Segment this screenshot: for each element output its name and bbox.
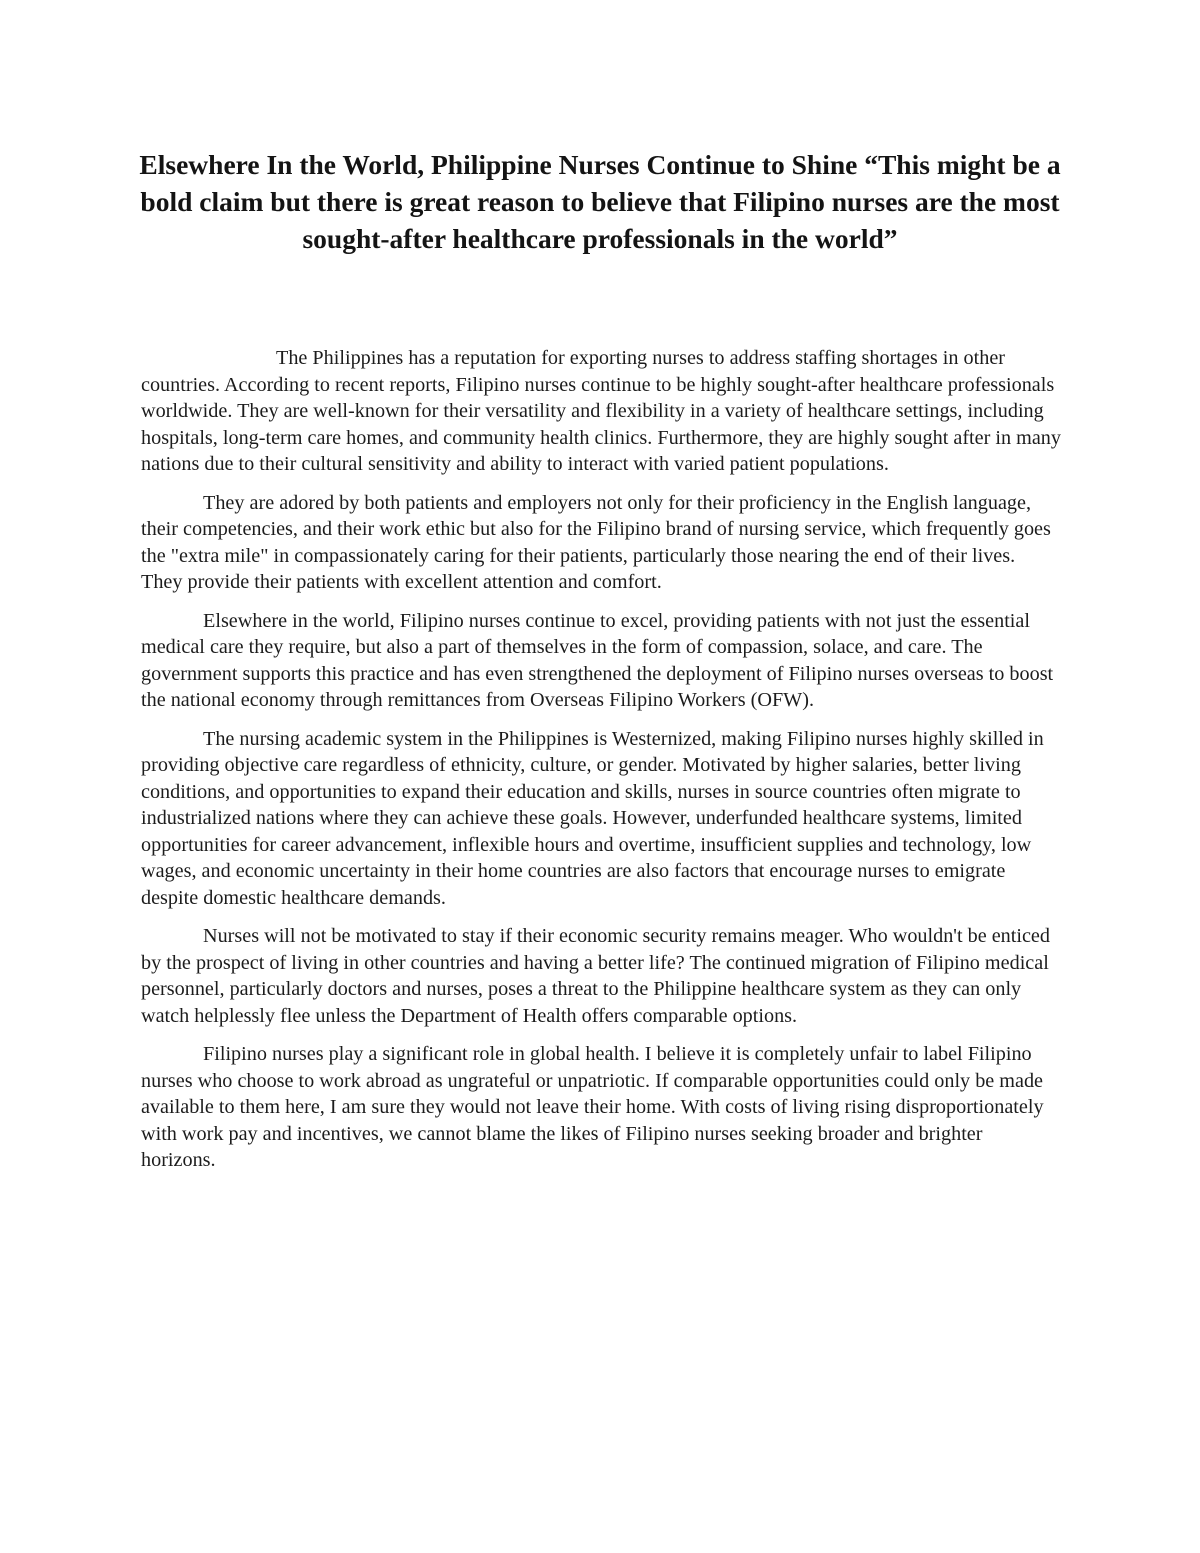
paragraph-5: Nurses will not be motivated to stay if their economic security remains meager. Who wouldn't be enticed by the prospect of living in other countries and having a better life? The continued migration of Filipino medical personnel, particularly doctors and nurses, poses a threat to the Philippine healthcare system as they can only watch helplessly flee unless the Department of Health offers comparable options. (141, 925, 1050, 1027)
paragraph-3: Elsewhere in the world, Filipino nurses continue to excel, providing patients with not just the essential medical care they require, but also a part of themselves in the form of compassion, solace, and care. The government supports this practice and has even strengthened the deployment of Filipino nurses overseas to boost the national economy through remittances from Overseas Filipino Workers (OFW). (141, 609, 1054, 711)
paragraph-2: They are adored by both patients and employers not only for their proficiency in the English language, their competencies, and their work ethic but also for the Filipino brand of nursing service, which frequently goes the "extra mile" in compassionately caring for their patients, particularly those nearing the end of their lives. They provide their patients with excellent attention and comfort. (141, 491, 1051, 593)
document-title: Elsewhere In the World, Philippine Nurses Continue to Shine “This might be a bold claim but there is great reason to believe that Filipino nurses are the most sought-after healthcare professionals in the world” (139, 149, 1061, 254)
paragraph-6: Filipino nurses play a significant role in global health. I believe it is completely unfair to label Filipino nurses who choose to work abroad as ungrateful or unpatriotic. If comparable opportunities could only be made available to them here, I am sure they would not leave their home. With costs of living rising disproportionately with work pay and incentives, we cannot blame the likes of Filipino nurses seeking broader and brighter horizons. (141, 1043, 1044, 1171)
paragraph-1: The Philippines has a reputation for exporting nurses to address staffing shortages in other countries. According to recent reports, Filipino nurses continue to be highly sought-after healthcare professionals worldwide. They are well-known for their versatility and flexibility in a variety of healthcare settings, including hospitals, long-term care homes, and community health clinics. Furthermore, they are highly sought after in many nations due to their cultural sensitivity and ability to interact with varied patient populations. (141, 347, 1061, 475)
document-body (141, 345, 1061, 1186)
paragraph-4: The nursing academic system in the Philippines is Westernized, making Filipino nurses highly skilled in providing objective care regardless of ethnicity, culture, or gender. Motivated by higher salaries, better living conditions, and opportunities to expand their education and skills, nurses in source countries often migrate to industrialized nations where they can achieve these goals. However, underfunded healthcare systems, limited opportunities for career advancement, inflexible hours and overtime, insufficient supplies and technology, low wages, and economic uncertainty in their home countries are also factors that encourage nurses to emigrate despite domestic healthcare demands. (141, 727, 1044, 909)
